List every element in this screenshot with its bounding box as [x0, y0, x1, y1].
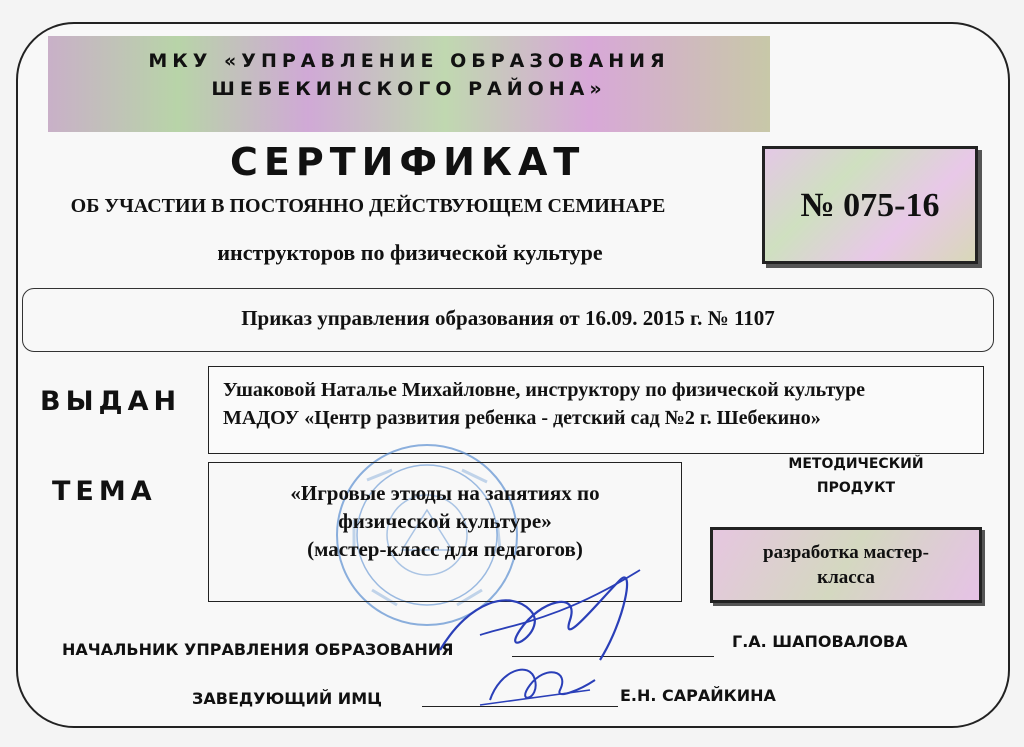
signatory-1-title: НАЧАЛЬНИК УПРАВЛЕНИЯ ОБРАЗОВАНИЯ: [62, 640, 454, 659]
issued-to-box: [208, 366, 984, 454]
order-reference: Приказ управления образования от 16.09. 2015 г. № 1107: [241, 306, 775, 330]
theme-line-1: «Игровые этюды на занятиях по: [290, 481, 600, 505]
signatory-2-title: ЗАВЕДУЮЩИЙ ИМЦ: [192, 689, 382, 708]
certificate-number-box: [762, 146, 978, 264]
certificate-audience: инструкторов по физической культуре: [217, 240, 603, 265]
theme-line-3: (мастер-класс для педагогов): [307, 537, 583, 561]
product-value: [713, 540, 979, 590]
issued-to-line-1: Ушаковой Наталье Михайловне, инструктору по физической культуре: [223, 379, 866, 401]
product-label-line-1: МЕТОДИЧЕСКИЙ: [788, 456, 924, 472]
product-label-line-2: ПРОДУКТ: [816, 480, 896, 496]
issuer-banner: [48, 36, 770, 132]
theme-label: ТЕМА: [52, 476, 157, 507]
product-label: [756, 452, 956, 500]
issuer-line-2: ШЕБЕКИНСКОГО РАЙОНА»: [211, 78, 607, 100]
issuer-line-1: МКУ «УПРАВЛЕНИЕ ОБРАЗОВАНИЯ: [148, 50, 670, 72]
theme-line-2: физической культуре»: [338, 509, 552, 533]
product-value-box: [710, 527, 982, 603]
product-value-line-2: класса: [817, 567, 875, 588]
product-value-line-1: разработка мастер-: [763, 542, 929, 563]
certificate-title: СЕРТИФИКАТ: [230, 140, 586, 184]
signatory-1-name: Г.А. ШАПОВАЛОВА: [732, 632, 908, 651]
signatory-2-name: Е.Н. САРАЙКИНА: [620, 686, 776, 705]
order-box: [22, 288, 994, 352]
certificate-number: № 075-16: [800, 187, 940, 224]
issued-to-line-2: МАДОУ «Центр развития ребенка - детский сад №2 г. Шебекино»: [223, 407, 821, 429]
handwritten-signatures: [420, 540, 660, 720]
certificate-subtitle: ОБ УЧАСТИИ В ПОСТОЯННО ДЕЙСТВУЮЩЕМ СЕМИНАРЕ: [70, 195, 666, 217]
issued-label: ВЫДАН: [40, 386, 182, 417]
